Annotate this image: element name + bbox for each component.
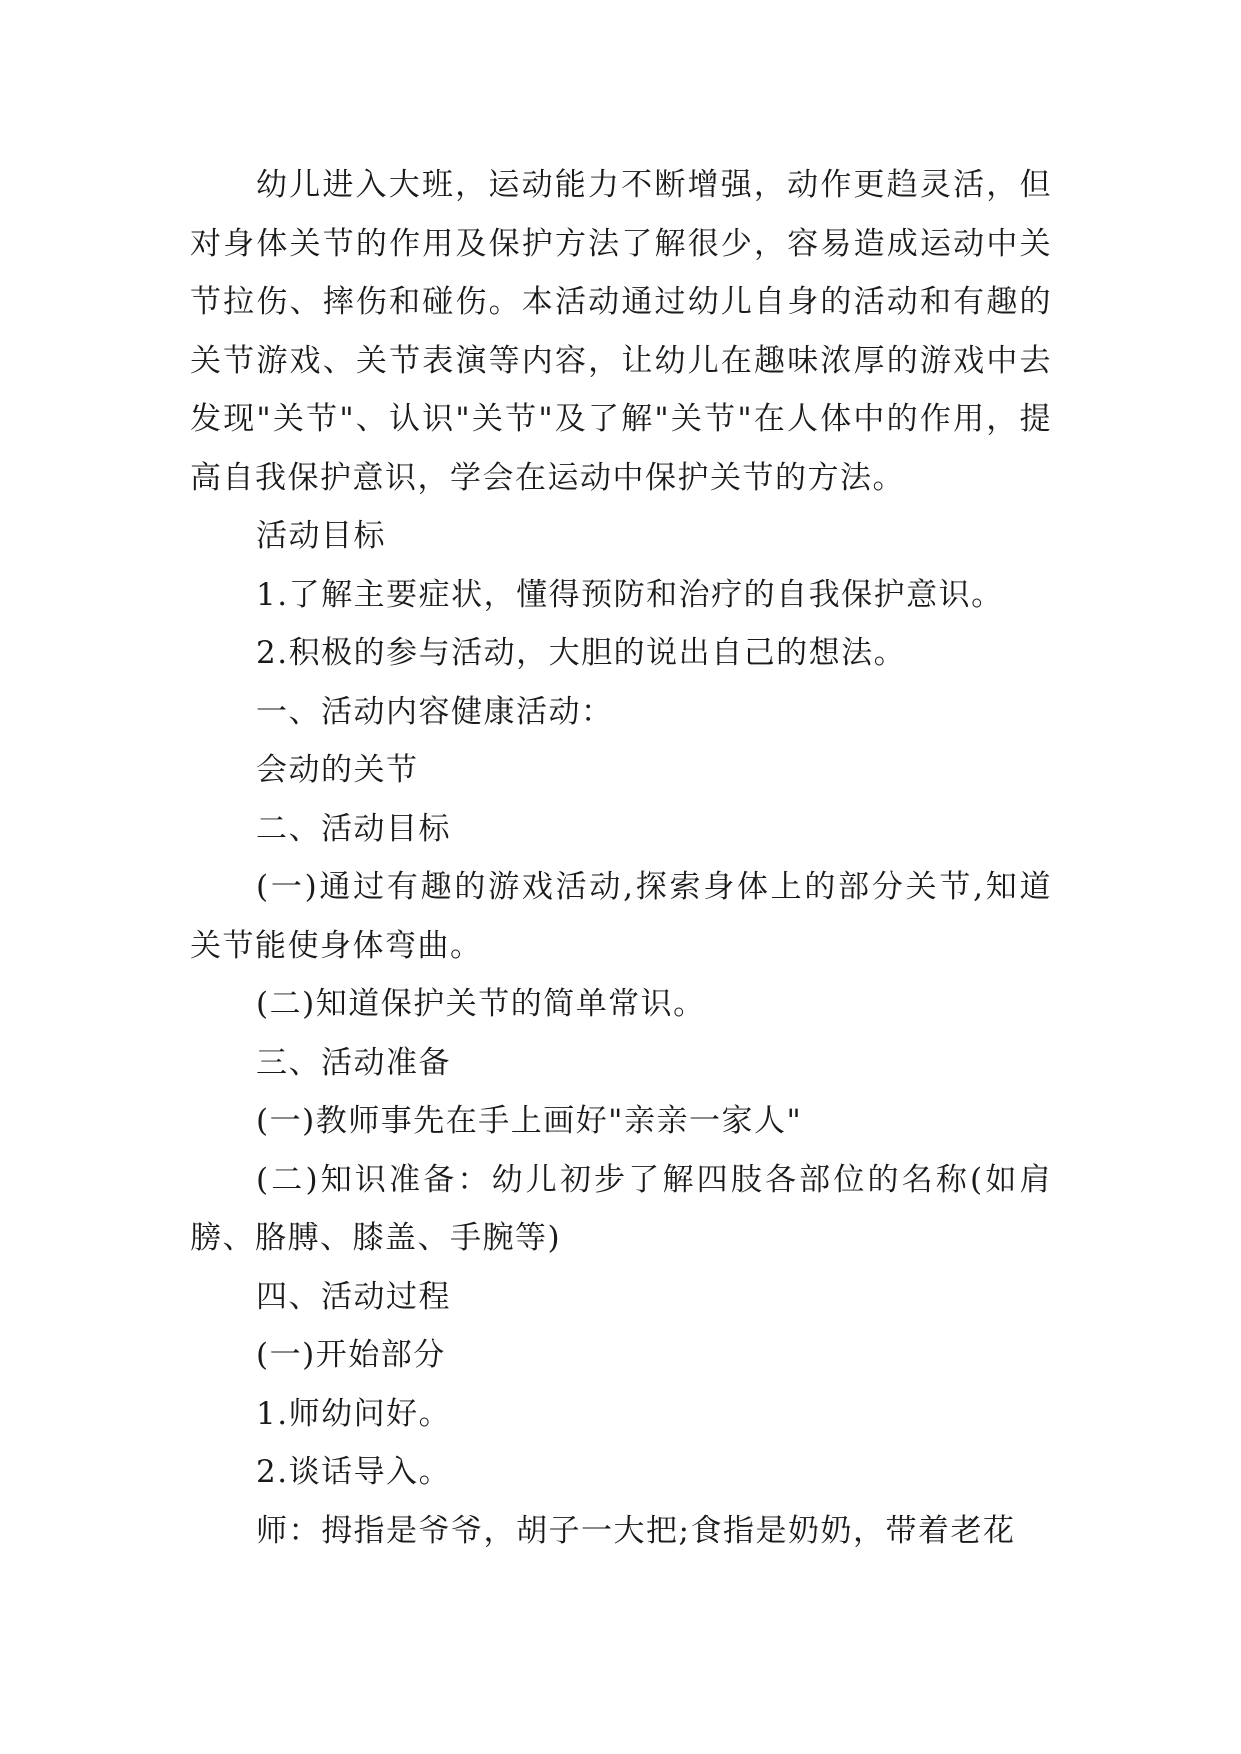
process-step-2: 2.谈话导入。: [256, 1454, 452, 1490]
process-subheading-start: (一)开始部分: [256, 1337, 446, 1373]
goal-subitem-1: (一)通过有趣的游戏活动,探索身体上的部分关节,知道关节能使身体弯曲。: [190, 869, 1052, 964]
intro-paragraph: 幼儿进入大班，运动能力不断增强，动作更趋灵活，但对身体关节的作用及保护方法了解很少，容易造成运动中关节拉伤、摔伤和碰伤。本活动通过幼儿自身的活动和有趣的关节游戏、关节表演等内容，让幼儿在趣味浓厚的游戏中去发现"关节"、认识"关节"及了解"关节"在人体中的作用，提高自我保护意识，学会在运动中保护关节的方法。: [190, 167, 1052, 496]
preparation-item-2: (二)知识准备：幼儿初步了解四肢各部位的名称(如肩膀、胳膊、膝盖、手腕等): [190, 1161, 1052, 1256]
goal-subitem-2: (二)知道保护关节的简单常识。: [256, 986, 706, 1022]
process-step-1: 1.师幼问好。: [256, 1395, 452, 1432]
goal-item-1: 1.了解主要症状，懂得预防和治疗的自我保护意识。: [256, 576, 1004, 613]
section-heading-activity-goals: 活动目标: [256, 518, 386, 554]
goal-item-2: 2.积极的参与活动，大胆的说出自己的想法。: [256, 635, 907, 671]
section-heading-content: 一、活动内容健康活动：: [256, 693, 614, 730]
document-body: [190, 156, 1052, 1560]
section-heading-process: 四、活动过程: [256, 1278, 451, 1315]
section-heading-preparation: 三、活动准备: [256, 1044, 451, 1081]
preparation-item-1: (一)教师事先在手上画好"亲亲一家人": [256, 1103, 803, 1139]
teacher-dialogue: 师：拇指是爷爷，胡子一大把;食指是奶奶，带着老花: [256, 1512, 1016, 1549]
activity-title: 会动的关节: [256, 752, 419, 788]
section-heading-goals: 二、活动目标: [256, 810, 451, 847]
